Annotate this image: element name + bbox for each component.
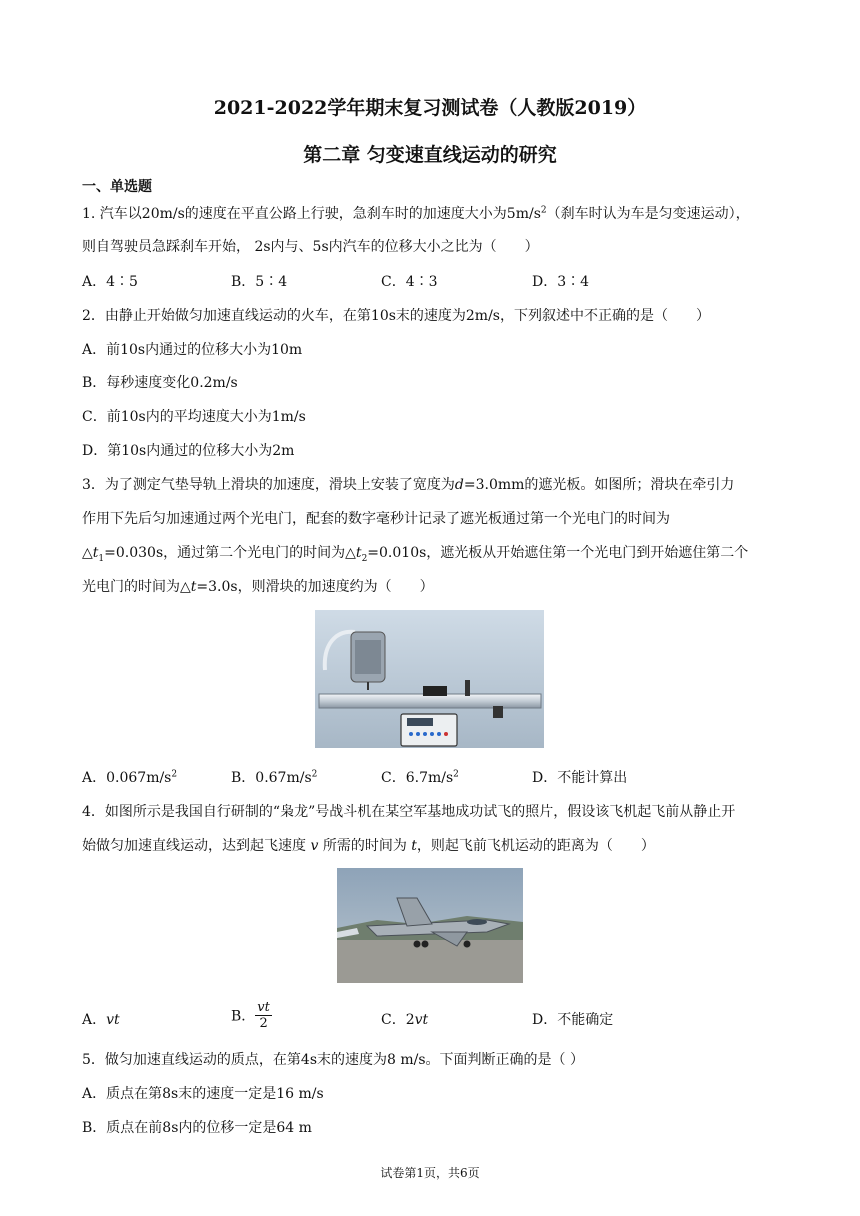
page-footer: 试卷第1页，共6页 <box>380 1166 480 1180</box>
q4-line2: 始做匀加速直线运动，达到起飞速度 v 所需的时间为 t，则起飞前飞机运动的距离为（ ） <box>82 838 655 854</box>
q4-option-d: D．不能确定 <box>532 1012 614 1028</box>
fighter-jet-photo <box>337 868 523 983</box>
q1-option-a: A．4∶5 <box>82 274 138 290</box>
q4-option-c: C．2vt <box>381 1012 429 1028</box>
q2-option-c: C．前10s内的平均速度大小为1m/s <box>82 409 306 425</box>
air-track-photo <box>315 610 544 748</box>
q2-option-a: A．前10s内通过的位移大小为10m <box>82 342 303 358</box>
fraction: $\frac{vt}{2}$ <box>257 1000 270 1031</box>
q5-option-b: B．质点在前8s内的位移一定是64 m <box>82 1120 312 1136</box>
q3-option-c: C．$6.7m/s^2$ <box>381 769 459 786</box>
q2-option-b: B．每秒速度变化0.2m/s <box>82 375 238 391</box>
q3-option-d: D．不能计算出 <box>532 770 628 786</box>
section-heading: 一、单选题 <box>82 179 152 195</box>
q2-stem: 2．由静止开始做匀加速直线运动的火车，在第10s末的速度为2m/s，下列叙述中不正确的是（ ） <box>82 308 710 324</box>
chapter-subtitle: 第二章 匀变速直线运动的研究 <box>303 144 557 166</box>
q3-line4: 光电门的时间为△t=3.0s，则滑块的加速度约为（ ） <box>82 579 434 595</box>
q4-line1: 4．如图所示是我国自行研制的“枭龙”号战斗机在某空军基地成功试飞的照片，假设该飞机起飞前从静止开 <box>82 804 736 820</box>
q4-option-b: B． $\frac{vt}{2}$ <box>231 1000 270 1031</box>
q5-option-a: A．质点在第8s末的速度一定是16 m/s <box>82 1086 324 1102</box>
q1-option-c: C．4∶3 <box>381 274 438 290</box>
q5-stem: 5．做匀加速直线运动的质点，在第4s末的速度为8 m/s。下面判断正确的是（ ） <box>82 1052 584 1068</box>
q3-option-a: A．$0.067m/s^2$ <box>82 769 178 786</box>
q2-option-d: D．第10s内通过的位移大小为2m <box>82 443 295 459</box>
q1-line2: 则自驾驶员急踩刹车开始， 2s内与、5s内汽车的位移大小之比为（ ） <box>82 239 539 255</box>
q1-option-d: D．3∶4 <box>532 274 590 290</box>
q3-line3: $\triangle t_1=0.030s$，通过第二个光电门的时间为$\triangle t_2=0.010s$，遮光板从开始遮住第一个光电门到开始遮住第二个 <box>82 545 749 564</box>
q4-option-a: A．vt <box>82 1012 120 1028</box>
q1-option-b: B．5∶4 <box>231 274 288 290</box>
q1-line1: 1. 汽车以20m/s的速度在平直公路上行驶，急刹车时的加速度大小为$5m/s^2$（刹车时认为车是匀变速运动）， <box>82 205 750 222</box>
q3-line1: 3．为了测定气垫导轨上滑块的加速度，滑块上安装了宽度为d=3.0mm的遮光板。如图所；滑块在牵引力 <box>82 477 735 493</box>
exam-title: 2021-2022学年期末复习测试卷（人教版2019） <box>213 97 647 119</box>
q3-line2: 作用下先后匀加速通过两个光电门，配套的数字毫秒计记录了遮光板通过第一个光电门的时间为 <box>82 511 670 527</box>
q3-option-b: B．$0.67m/s^2$ <box>231 769 318 786</box>
